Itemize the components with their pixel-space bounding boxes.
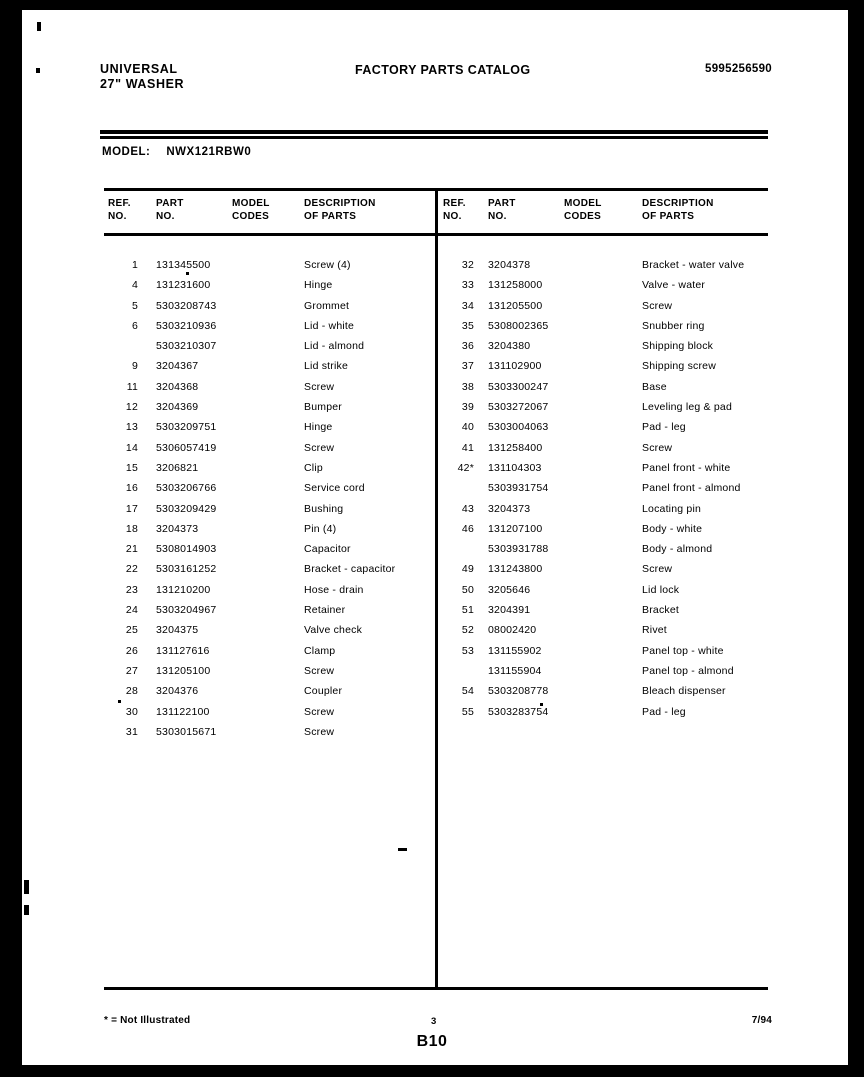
cell-ref-no: 41: [461, 441, 474, 454]
header-rule-lower: [100, 136, 768, 139]
table-row: [438, 441, 769, 461]
table-row: [104, 644, 435, 664]
table-row: [104, 299, 435, 319]
product-type: 27" WASHER: [100, 77, 185, 91]
cell-part-no: 131345500: [156, 259, 211, 271]
cell-ref-no: 43: [461, 502, 474, 515]
cell-ref-no: 34: [461, 299, 474, 312]
cell-description: Coupler: [304, 685, 343, 698]
column-headers: [438, 198, 769, 232]
cell-description: Pad - leg: [642, 421, 686, 434]
header-description: DESCRIPTION OF PARTS: [642, 198, 714, 222]
header-part-no: PART NO.: [156, 198, 184, 222]
cell-ref-no: 14: [125, 441, 138, 454]
cell-description: Pad - leg: [642, 705, 686, 718]
cell-ref-no: 50: [461, 583, 474, 596]
table-row: [104, 705, 435, 725]
cell-ref-no: 6: [131, 319, 138, 332]
cell-ref-no: 49: [461, 563, 474, 576]
header-model-codes: MODEL CODES: [564, 198, 602, 222]
cell-description: Screw: [642, 299, 673, 312]
table-row: [438, 319, 769, 339]
cell-part-no: 5303283754: [488, 705, 549, 718]
cell-description: Hinge: [304, 279, 333, 292]
cell-part-no: 3204380: [488, 340, 531, 353]
cell-description: Panel front - white: [642, 461, 731, 474]
cell-part-no: 131127616: [156, 644, 210, 657]
scan-artifact: [24, 880, 29, 894]
cell-description: Screw (4): [304, 259, 351, 271]
cell-description: Body - almond: [642, 543, 713, 556]
table-row: [104, 461, 435, 481]
brand-block: [100, 62, 184, 92]
cell-part-no: 131243800: [488, 563, 543, 576]
cell-part-no: 131205100: [156, 664, 211, 677]
cell-part-no: 5303208743: [156, 299, 217, 312]
cell-part-no: 3204391: [488, 604, 531, 617]
table-row: [104, 380, 435, 400]
table-row: [438, 603, 769, 623]
cell-ref-no: 1: [131, 259, 138, 271]
cell-description: Capacitor: [304, 543, 351, 556]
cell-ref-no: 15: [125, 461, 138, 474]
table-row: [104, 420, 435, 440]
table-row: [438, 359, 769, 379]
table-row: [438, 380, 769, 400]
cell-description: Screw: [304, 725, 335, 738]
header-description: DESCRIPTION OF PARTS: [304, 198, 376, 222]
cell-description: Bumper: [304, 401, 342, 414]
table-row: [438, 461, 769, 481]
table-row: [104, 339, 435, 359]
cell-ref-no: 32: [461, 259, 474, 271]
cell-ref-no: 51: [461, 604, 474, 617]
cell-description: Locating pin: [642, 502, 702, 515]
cell-ref-no: 23: [125, 583, 138, 596]
cell-part-no: 08002420: [488, 624, 537, 637]
cell-part-no: 131155902: [488, 644, 542, 657]
header-rule-upper: [100, 130, 768, 134]
cell-ref-no: 52: [461, 624, 474, 637]
table-row: [104, 664, 435, 684]
cell-part-no: 5303208778: [488, 685, 549, 698]
cell-description: Service cord: [304, 482, 365, 495]
cell-part-no: 131207100: [488, 522, 543, 535]
cell-description: Clip: [304, 461, 323, 474]
cell-part-no: 131210200: [156, 583, 211, 596]
cell-description: Screw: [304, 380, 335, 393]
cell-ref-no: 35: [461, 319, 474, 332]
cell-description: Clamp: [304, 644, 336, 657]
cell-part-no: 5303015671: [156, 725, 217, 738]
cell-ref-no: 4: [131, 279, 138, 292]
page-title: FACTORY PARTS CATALOG: [355, 63, 531, 77]
table-row: [104, 441, 435, 461]
cell-part-no: 131104303: [488, 461, 542, 474]
cell-description: Bracket: [642, 604, 679, 617]
cell-ref-no: 38: [461, 380, 474, 393]
page-header: [100, 62, 772, 100]
cell-description: Panel top - white: [642, 644, 724, 657]
cell-ref-no: 16: [125, 482, 138, 495]
scan-artifact: [37, 22, 41, 31]
table-row: [104, 502, 435, 522]
cell-ref-no: 18: [125, 522, 138, 535]
cell-part-no: 5303931788: [488, 543, 549, 556]
table-row: [104, 603, 435, 623]
cell-description: Lid lock: [642, 583, 680, 596]
table-row: [438, 299, 769, 319]
cell-description: Screw: [642, 563, 673, 576]
cell-description: Panel front - almond: [642, 482, 741, 495]
cell-part-no: 5303206766: [156, 482, 217, 495]
table-row: [438, 258, 769, 278]
cell-part-no: 5303204967: [156, 604, 217, 617]
cell-part-no: 5303210307: [156, 340, 217, 353]
footnote-not-illustrated: * = Not Illustrated: [104, 1015, 191, 1026]
cell-description: Retainer: [304, 604, 346, 617]
table-row: [104, 562, 435, 582]
cell-ref-no: 36: [461, 340, 474, 353]
table-row: [438, 400, 769, 420]
cell-ref-no: 40: [461, 421, 474, 434]
cell-ref-no: 33: [461, 279, 474, 292]
brand-name: UNIVERSAL: [100, 62, 178, 76]
table-row: [438, 705, 769, 725]
cell-part-no: 5308014903: [156, 543, 217, 556]
cell-description: Shipping block: [642, 340, 714, 353]
cell-ref-no: 13: [125, 421, 138, 434]
cell-part-no: 131205500: [488, 299, 543, 312]
cell-part-no: 131122100: [156, 705, 210, 718]
cell-description: Screw: [642, 441, 673, 454]
cell-part-no: 3205646: [488, 583, 531, 596]
table-row: [438, 542, 769, 562]
cell-description: Rivet: [642, 624, 667, 637]
table-row: [438, 623, 769, 643]
cell-part-no: 3204376: [156, 685, 199, 698]
cell-part-no: 131258000: [488, 279, 543, 292]
header-ref-no: REF. NO.: [108, 198, 131, 222]
table-row: [438, 583, 769, 603]
catalog-number: 5995256590: [705, 63, 772, 75]
rows-left: [104, 258, 435, 745]
cell-ref-no: 11: [126, 380, 138, 393]
cell-description: Shipping screw: [642, 360, 717, 373]
cell-ref-no: 24: [125, 604, 138, 617]
cell-part-no: 131258400: [488, 441, 543, 454]
cell-part-no: 3204378: [488, 259, 531, 271]
cell-part-no: 131102900: [488, 360, 542, 373]
section-code: B10: [416, 1033, 448, 1050]
cell-part-no: 3204375: [156, 624, 199, 637]
cell-part-no: 5308002365: [488, 319, 549, 332]
table-row: [104, 278, 435, 298]
cell-ref-no: 25: [125, 624, 138, 637]
cell-ref-no: 30: [125, 705, 138, 718]
cell-description: Bleach dispenser: [642, 685, 726, 698]
parts-table: [104, 188, 768, 990]
scan-artifact: [24, 905, 29, 915]
cell-part-no: 5303004063: [488, 421, 549, 434]
cell-part-no: 5306057419: [156, 441, 217, 454]
cell-description: Lid strike: [304, 360, 349, 373]
cell-description: Body - white: [642, 522, 703, 535]
cell-ref-no: 53: [461, 644, 474, 657]
rows-right: [438, 258, 769, 725]
table-row: [438, 664, 769, 684]
cell-description: Hinge: [304, 421, 333, 434]
table-row: [104, 725, 435, 745]
cell-ref-no: 17: [125, 502, 138, 515]
table-row: [438, 339, 769, 359]
cell-description: Screw: [304, 441, 335, 454]
cell-ref-no: 22: [125, 563, 138, 576]
cell-description: Screw: [304, 705, 335, 718]
table-row: [438, 502, 769, 522]
cell-description: Bracket - water valve: [642, 259, 745, 271]
cell-description: Lid - almond: [304, 340, 365, 353]
cell-description: Lid - white: [304, 319, 355, 332]
cell-ref-no: 27: [125, 664, 138, 677]
cell-description: Base: [642, 380, 667, 393]
table-row: [104, 359, 435, 379]
parts-column-left: [104, 188, 435, 990]
table-row: [438, 420, 769, 440]
cell-part-no: 3204367: [156, 360, 199, 373]
cell-ref-no: 54: [461, 685, 474, 698]
column-headers: [104, 198, 435, 232]
page-number: 3: [431, 1016, 437, 1027]
header-ref-no: REF. NO.: [443, 198, 466, 222]
cell-ref-no: 55: [461, 705, 474, 718]
cell-description: Valve - water: [642, 279, 706, 292]
cell-part-no: 3204368: [156, 380, 199, 393]
table-row: [104, 481, 435, 501]
cell-description: Snubber ring: [642, 319, 705, 332]
cell-ref-no: 5: [131, 299, 138, 312]
cell-description: Panel top - almond: [642, 664, 734, 677]
model-label: MODEL:: [102, 146, 151, 158]
cell-ref-no: 42*: [457, 461, 474, 474]
table-row: [104, 400, 435, 420]
cell-part-no: 3204373: [488, 502, 531, 515]
table-row: [104, 623, 435, 643]
cell-part-no: 3204373: [156, 522, 199, 535]
cell-description: Hose - drain: [304, 583, 364, 596]
cell-description: Bracket - capacitor: [304, 563, 396, 576]
cell-part-no: 5303272067: [488, 401, 549, 414]
cell-part-no: 5303931754: [488, 482, 549, 495]
table-row: [438, 644, 769, 664]
cell-part-no: 5303209751: [156, 421, 217, 434]
parts-column-right: [438, 188, 769, 990]
model-line: [102, 146, 251, 158]
cell-ref-no: 12: [125, 401, 138, 414]
cell-part-no: 131155904: [488, 664, 542, 677]
table-row: [104, 522, 435, 542]
table-row: [438, 522, 769, 542]
cell-part-no: 3206821: [156, 461, 199, 474]
cell-description: Screw: [304, 664, 335, 677]
table-row: [438, 278, 769, 298]
cell-ref-no: 37: [461, 360, 474, 373]
model-value: NWX121RBW0: [166, 146, 252, 158]
table-row: [104, 583, 435, 603]
scan-artifact: [36, 68, 40, 73]
cell-ref-no: 31: [125, 725, 138, 738]
cell-part-no: 3204369: [156, 401, 199, 414]
cell-description: Pin (4): [304, 522, 337, 535]
cell-part-no: 5303300247: [488, 380, 549, 393]
cell-ref-no: 9: [131, 360, 138, 373]
table-row: [104, 258, 435, 278]
cell-part-no: 5303210936: [156, 319, 217, 332]
cell-part-no: 131231600: [156, 279, 211, 292]
cell-description: Leveling leg & pad: [642, 401, 732, 414]
header-model-codes: MODEL CODES: [232, 198, 270, 222]
table-row: [438, 562, 769, 582]
date-code: 7/94: [751, 1015, 772, 1026]
cell-description: Valve check: [304, 624, 363, 637]
cell-part-no: 5303209429: [156, 502, 217, 515]
table-row: [104, 319, 435, 339]
cell-description: Bushing: [304, 502, 344, 515]
cell-description: Grommet: [304, 299, 350, 312]
table-row: [104, 684, 435, 704]
header-part-no: PART NO.: [488, 198, 516, 222]
table-row: [438, 481, 769, 501]
cell-ref-no: 28: [125, 685, 138, 698]
table-row: [104, 542, 435, 562]
cell-ref-no: 39: [461, 401, 474, 414]
cell-ref-no: 21: [125, 543, 138, 556]
cell-part-no: 5303161252: [156, 563, 217, 576]
cell-ref-no: 46: [461, 522, 474, 535]
table-row: [438, 684, 769, 704]
cell-ref-no: 26: [125, 644, 138, 657]
